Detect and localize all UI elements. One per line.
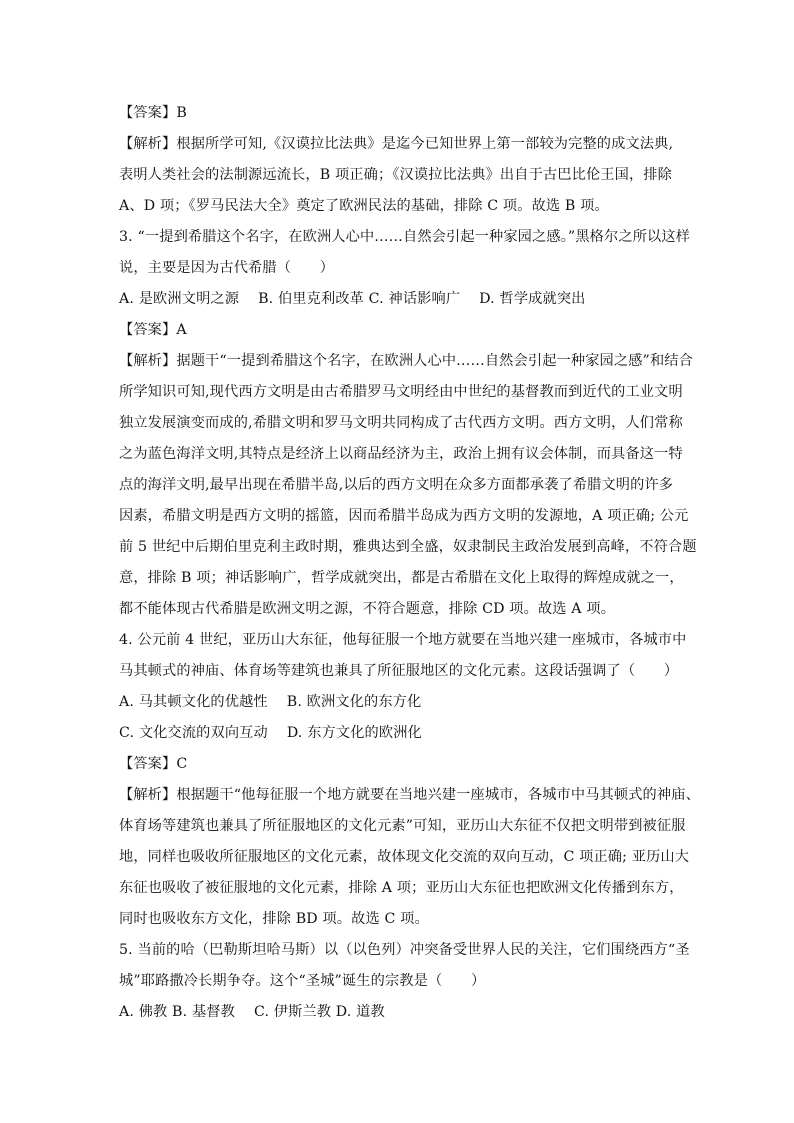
explanation-line: 都不能体现古代希腊是欧洲文明之源，不符合题意，排除 CD 项。故选 A 项。 (119, 601, 616, 617)
explanation-line: 【解析】据题干“一提到希腊这个名字，在欧洲人心中……自然会引起一种家园之感”和结合 (119, 353, 693, 369)
explanation-line: 地，同样也吸收所征服地区的文化元素，故体现文化交流的双向互动，C 项正确; 亚历山大 (119, 849, 690, 865)
question-4-options: C. 文化交流的双向互动 D. 东方文化的欧洲化 (119, 725, 422, 741)
question-4-options: A. 马其顿文化的优越性 B. 欧洲文化的东方化 (119, 694, 422, 710)
question-5-stem: 5. 当前的哈（巴勒斯坦哈马斯）以（以色列）冲突备受世界人民的关注，它们围绕西方“圣 (119, 942, 690, 958)
question-4-stem: 马其顿式的神庙、体育场等建筑也兼具了所征服地区的文化元素。这段话强调了（ ） (119, 663, 679, 679)
question-5-stem: 城”耶路撒冷长期争夺。这个“圣城”诞生的宗教是（ ） (119, 973, 486, 989)
explanation-line: 体育场等建筑也兼具了所征服地区的文化元素”可知，亚历山大东征不仅把文明带到被征服 (119, 818, 686, 834)
explanation-line: 独立发展演变而成的,希腊文明和罗马文明共同构成了古代西方文明。西方文明，人们常称 (119, 415, 683, 431)
answer-label-q4: 【答案】C (119, 756, 188, 772)
explanation-line: 之为蓝色海洋文明,其特点是经济上以商品经济为主，政治上拥有议会体制，而具备这一特 (119, 446, 683, 462)
question-5-options: A. 佛教 B. 基督教 C. 伊斯兰教 D. 道教 (119, 1004, 385, 1020)
explanation-line: 点的海洋文明,最早出现在希腊半岛,以后的西方文明在众多方面都承袭了希腊文明的许多 (119, 477, 674, 493)
explanation-line: 【解析】根据所学可知,《汉谟拉比法典》是迄今已知世界上第一部较为完整的成文法典, (119, 136, 674, 152)
question-3-stem: 3. “一提到希腊这个名字，在欧洲人心中……自然会引起一种家园之感。”黑格尔之所以这样 (119, 229, 691, 245)
explanation-line: 同时也吸收东方文化，排除 BD 项。故选 C 项。 (119, 911, 429, 927)
explanation-line: A、D 项；《罗马民法大全》奠定了欧洲民法的基础，排除 C 项。故选 B 项。 (119, 198, 609, 214)
explanation-line: 所学知识可知,现代西方文明是由古希腊罗马文明经由中世纪的基督教而到近代的工业文明 (119, 384, 683, 400)
explanation-line: 前 5 世纪中后期伯里克利主政时期，雅典达到全盛，奴隶制民主政治发展到高峰，不符合题 (119, 539, 697, 555)
explanation-line: 意，排除 B 项；神话影响广，哲学成就突出，都是古希腊在文化上取得的辉煌成就之一， (119, 570, 684, 586)
explanation-line: 因素，希腊文明是西方文明的摇篮，因而希腊半岛成为西方文明的发源地，A 项正确; 公元 (119, 508, 689, 524)
answer-label-q2: 【答案】B (119, 105, 187, 121)
answer-label-q3: 【答案】A (119, 322, 187, 338)
question-3-options: A. 是欧洲文明之源 B. 伯里克利改革 C. 神话影响广 D. 哲学成就突出 (119, 291, 586, 307)
question-3-stem: 说，主要是因为古代希腊（ ） (119, 260, 335, 276)
explanation-line: 【解析】根据题干“他每征服一个地方就要在当地兴建一座城市，各城市中马其顿式的神庙、 (119, 787, 700, 803)
explanation-line: 东征也吸收了被征服地的文化元素，排除 A 项；亚历山大东征也把欧洲文化传播到东方， (119, 880, 684, 896)
question-4-stem: 4. 公元前 4 世纪，亚历山大东征，他每征服一个地方就要在当地兴建一座城市，各城市中 (119, 632, 687, 648)
explanation-line: 表明人类社会的法制源远流长，B 项正确；《汉谟拉比法典》出自于古巴比伦王国，排除 (119, 167, 672, 183)
